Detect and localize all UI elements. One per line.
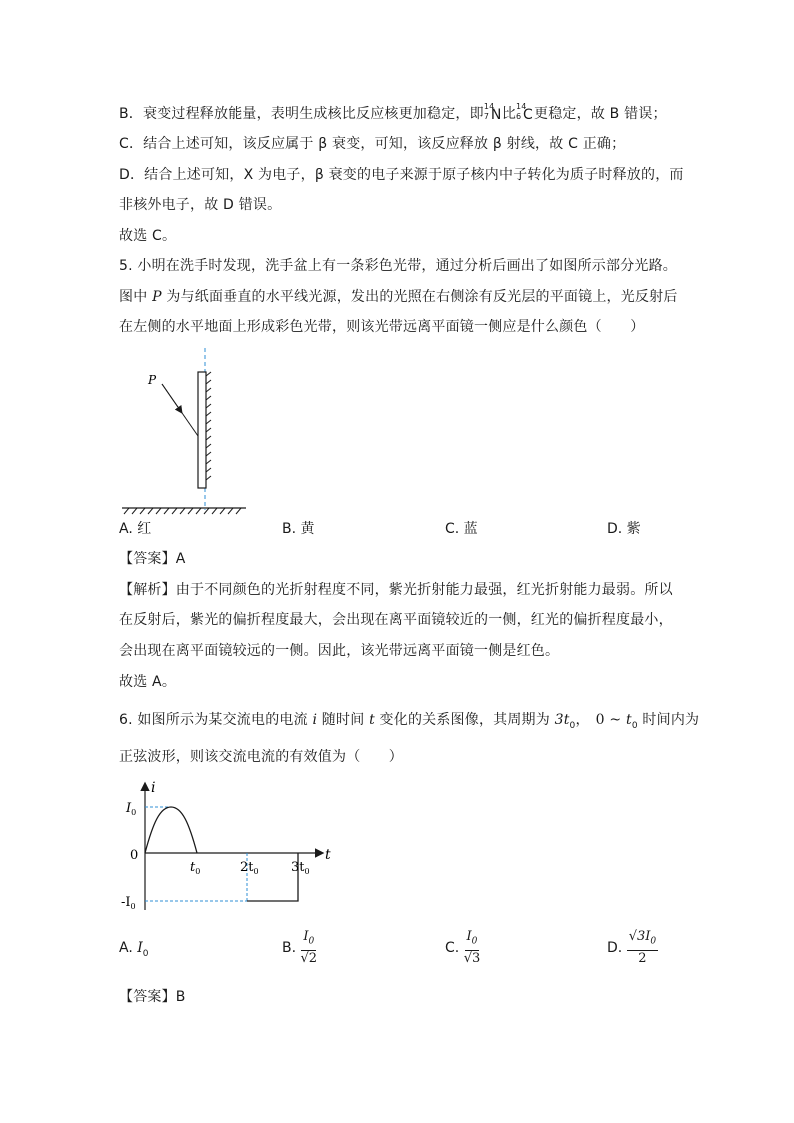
q6-stem-line2: 正弦波形，则该交流电流的有效值为（ ）: [119, 749, 403, 765]
q5-option-b[interactable]: B. 黄: [282, 521, 315, 537]
q6-i-axis-label: i: [151, 780, 156, 796]
q6-3t0-label: $3t_0$: [291, 860, 310, 876]
q6-neg-i0-label: $-I_0$: [121, 895, 136, 911]
q5-mirror-figure: [110, 340, 260, 520]
q5-stem-line1: 5. 小明在洗手时发现，洗手盆上有一条彩色光带，通过分析后画出了如图所示部分光路。: [119, 258, 678, 274]
q4-option-c: C．结合上述可知，该反应属于 β 衰变，可知，该反应释放 β 射线，故 C 正确；: [119, 136, 626, 152]
q5-choice: 故选 A。: [119, 674, 177, 690]
q6-2t0-label: $2t_0$: [240, 860, 259, 876]
q5-stem-line2: 图中 P 为与纸面垂直的水平线光源，发出的光照在右侧涂有反光层的平面镜上，光反射后: [119, 289, 678, 305]
q5-option-d[interactable]: D. 紫: [607, 521, 641, 537]
q4-option-b: B．衰变过程释放能量，表明生成核比反应核更加稳定，即 14 7 N 比 14 6 C 更稳定，故 B 错误；: [119, 102, 667, 123]
q5-stem-line3: 在左侧的水平地面上形成彩色光带，则该光带远离平面镜一侧应是什么颜色（ ）: [119, 319, 645, 335]
nuclide-carbon: 14 6 C: [516, 102, 533, 123]
nuclide-nitrogen: 14 7 N: [483, 102, 502, 123]
q5-explanation-line1: 【解析】由于不同颜色的光折射程度不同，紫光折射能力最强，红光折射能力最弱。所以: [119, 582, 673, 598]
q5-plane-mirror: [198, 372, 206, 488]
q6-stem-line1: 6. 如图所示为某交流电的电流 i 随时间 t 变化的关系图像，其周期为 $3t_0$， 0 ~ $t_0$ 时间内为: [119, 712, 700, 731]
q6-option-c[interactable]: C. $\frac{I_0}{√3}$: [445, 929, 481, 966]
q4-option-d-line1: D．结合上述可知，X 为电子，β 衰变的电子来源于原子核内中子转化为质子时释放的，而: [119, 167, 684, 183]
q4-b-text: B．衰变过程释放能量，表明生成核比反应核更加稳定，即: [119, 106, 484, 122]
q6-option-a[interactable]: A. $I_0$: [119, 940, 149, 959]
q4-option-d-line2: 非核外电子，故 D 错误。: [119, 197, 282, 213]
q6-origin-label: 0: [130, 848, 139, 863]
q6-option-b[interactable]: B. $\frac{I_0}{√2}$: [282, 929, 318, 966]
q6-sine-half-wave: [145, 807, 197, 853]
q5-explanation-line3: 会出现在离平面镜较远的一侧。因此，该光带远离平面镜一侧是红色。: [119, 643, 560, 659]
q6-i0-label: $I_0$: [126, 801, 137, 817]
q6-option-d[interactable]: D. $\frac{√3I_0}{2}$: [607, 929, 657, 966]
q6-answer: 【答案】B: [119, 989, 186, 1005]
q5-option-a[interactable]: A. 红: [119, 521, 152, 537]
q5-answer: 【答案】A: [119, 551, 186, 567]
q5-ground-hatching: [124, 508, 241, 514]
q5-mirror-hatching: [206, 372, 211, 480]
q5-source-label: P: [148, 373, 157, 387]
q5-explanation-line2: 在反射后，紫光的偏折程度最大，会出现在离平面镜较近的一侧，红光的偏折程度最小，: [119, 612, 673, 628]
q5-option-c[interactable]: C. 蓝: [445, 521, 478, 537]
q6-t-axis-label: t: [325, 847, 331, 863]
q4-choice: 故选 C。: [119, 228, 177, 244]
q6-current-graph: [118, 778, 343, 918]
q6-t0-label: $t_0$: [190, 860, 201, 876]
q5-ray-arrow: [162, 384, 182, 413]
